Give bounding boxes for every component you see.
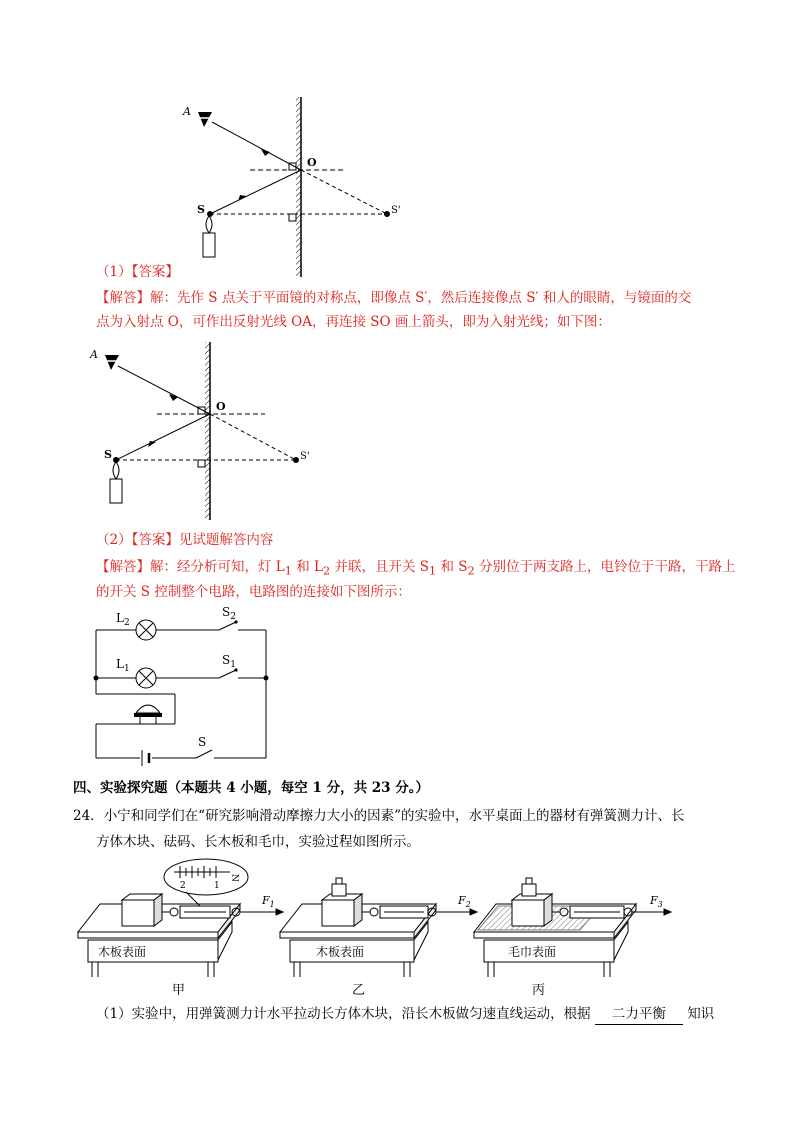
experiment-figures xyxy=(0,852,800,1002)
incident-ray xyxy=(210,170,301,214)
label-s1: $S_1$ xyxy=(222,653,236,670)
q24-line1: 24．小宁和同学们在“研究影响滑动摩擦力大小的因素”的实验中，水平桌面上的器材有弹簧测力计、长 xyxy=(73,808,685,824)
q24-part1: （1）实验中，用弹簧测力计水平拉动长方体木块，沿长木板做匀速直线运动，根据 二力平衡 知识 xyxy=(96,1004,714,1025)
surface-label-3: 毛巾表面 xyxy=(508,945,557,959)
scale-label-2: 2 xyxy=(180,881,186,891)
solution2-line1: 【解答】解：经分析可知，灯 $L_1$ 和 $L_2$ 并联，且开关 $S_1$ 和 $S_2$ 分别位于两支路上，电铃位于干路，干路上 xyxy=(96,559,736,578)
switch-s2 xyxy=(219,622,236,630)
eye-icon xyxy=(198,112,212,127)
q24-line2: 方体木块、砝码、长木板和毛巾，实验过程如图所示。 xyxy=(96,834,420,850)
answer-blank: 二力平衡 xyxy=(595,1004,683,1025)
label-l2: $L_2$ xyxy=(116,611,130,628)
mirror-diagram-2 xyxy=(0,338,800,538)
label-s-prime: S' xyxy=(300,451,310,462)
label-o: O xyxy=(307,156,317,169)
incident-ray xyxy=(116,414,210,460)
bell-icon xyxy=(134,705,162,724)
label-s: S xyxy=(197,203,205,216)
caption-bing: 丙 xyxy=(532,983,546,998)
label-s2: $S_2$ xyxy=(222,605,236,622)
caption-jia: 甲 xyxy=(172,983,186,998)
force-f2: $F_2$ xyxy=(458,894,471,909)
caption-yi: 乙 xyxy=(352,983,366,998)
reflected-ray xyxy=(212,122,301,170)
label-s: S xyxy=(198,735,207,749)
candle-icon xyxy=(203,216,215,257)
part2-answer: （2）【答案】见试题解答内容 xyxy=(96,532,274,548)
reflected-ray xyxy=(118,366,210,414)
solution1-line1: 【解答】解：先作 S 点关于平面镜的对称点，即像点 S′，然后连接像点 S′ 和人的眼睛，与镜面的交 xyxy=(96,290,692,306)
surface-label-2: 木板表面 xyxy=(316,945,365,959)
solution1-line2: 点为入射点 O，可作出反射光线 OA，再连接 SO 画上箭头，即为入射光线；如下图： xyxy=(96,314,611,330)
label-s-prime: S' xyxy=(391,205,401,216)
scale-label-1: 1 xyxy=(214,881,220,891)
surface-label-1: 木板表面 xyxy=(98,945,147,959)
label-l1: $L_1$ xyxy=(116,657,130,674)
section4-title: 四、实验探究题（本题共 4 小题，每空 1 分，共 23 分。） xyxy=(73,780,430,796)
wood-block xyxy=(122,900,154,926)
wood-block xyxy=(322,900,354,926)
wood-block xyxy=(512,900,544,926)
scale-label-n: N xyxy=(229,874,239,882)
part1-answer: （1）【答案】 xyxy=(96,264,179,280)
label-s: S xyxy=(104,448,112,461)
candle-icon xyxy=(110,462,122,503)
battery-icon xyxy=(142,750,149,766)
mirror-diagram-1 xyxy=(0,0,800,290)
circuit-diagram xyxy=(0,600,800,770)
weight-icon xyxy=(332,884,346,896)
label-o: O xyxy=(216,400,226,413)
setup-jia xyxy=(78,859,276,977)
eye-icon xyxy=(105,355,119,370)
label-a: A xyxy=(90,348,98,361)
setup-bing xyxy=(474,878,664,977)
setup-yi xyxy=(280,878,470,977)
force-f1: $F_1$ xyxy=(262,894,275,909)
weight-icon xyxy=(522,884,536,896)
solution2-line2: 的开关 S 控制整个电路，电路图的连接如下图所示： xyxy=(96,584,411,600)
label-a: A xyxy=(183,105,191,118)
switch-s xyxy=(196,750,212,758)
force-f3: $F_3$ xyxy=(650,894,663,909)
switch-s1 xyxy=(219,670,236,678)
